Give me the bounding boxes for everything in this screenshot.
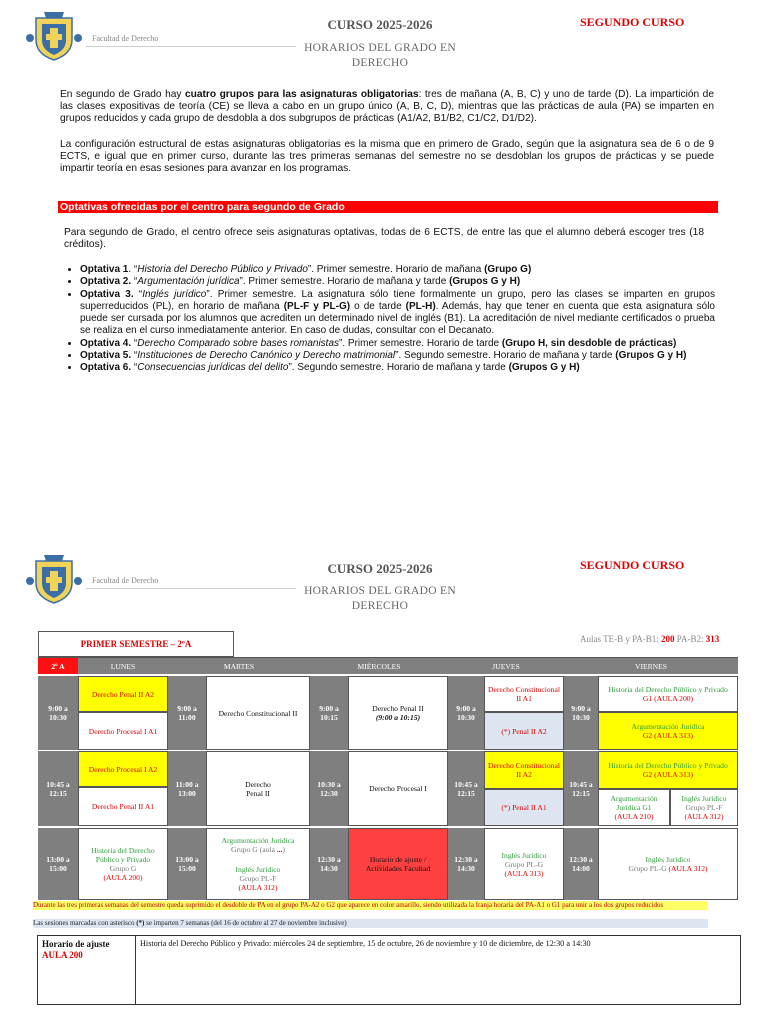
ajuste-text: Historia del Derecho Público y Privado: miércoles 24 de septiembre, 15 de octubre, 26 de noviembre y 10 de diciembre, de 12:30 a 14:30 [140, 939, 591, 948]
time-slot: 9:00 a 10:30 [564, 676, 598, 750]
group-tag: 2º A [38, 658, 78, 674]
class-cell [598, 828, 738, 900]
ajuste-room: AULA 200 [42, 950, 83, 960]
footnote-text: se imparten 7 semanas (del 16 de octubre al 27 de noviembre inclusive) [144, 919, 347, 927]
intro-p1-bold: cuatro grupos para las asignaturas obligatorias [184, 89, 419, 100]
optativa-desc: ”. Segundo semestre. Horario de mañana y tarde [288, 362, 509, 374]
optativa-desc: ”. Primer semestre. Horario de mañana [307, 264, 485, 275]
optativa-quote: . “ [128, 264, 138, 275]
optativas-list [60, 264, 715, 375]
optativa-group: (PL-H) [405, 300, 436, 312]
footnote-asterisk-mark: (*) [136, 919, 145, 927]
class-group [231, 845, 285, 854]
optativa-item [80, 362, 715, 374]
optativa-desc: . Además, hay que tener en cuenta que esta asignatura sólo puede ser cursada por los alumnos que acrediten un determinado nivel de inglés (B1). La acreditación de nivel mediante certificados o prueba se realiza en el curso inmediatamente anterior. En caso de dudas, consultar con el Decanato. [80, 300, 715, 337]
class-cell: Derecho Procesal I A1 [78, 712, 168, 750]
day-header-jueves: JUEVES [448, 658, 564, 674]
optativa-group: (Grupo G) [484, 264, 532, 275]
optativas-section-bar: Optativas ofrecidas por el centro para segundo de Grado [58, 201, 718, 213]
class-cell [348, 676, 448, 750]
class-time-note: (9:00 a 10:15) [375, 713, 421, 722]
optativa-name: Historia del Derecho Público y Privado [137, 264, 308, 275]
class-cell: Derecho Procesal I [348, 751, 448, 826]
class-subcell [236, 865, 281, 892]
course-level-label: SEGUNDO CURSO [580, 15, 685, 29]
class-name: Inglés Jurídico [501, 850, 547, 860]
class-cell [598, 751, 738, 789]
time-slot: 9:00 a 10:30 [38, 676, 78, 750]
class-cell [206, 828, 310, 900]
optativa-quote: “ [131, 362, 138, 374]
footnote-text: Las sesiones marcadas con asterisco [33, 919, 137, 927]
optativa-item [80, 264, 715, 276]
optativa-label: Optativa 5. [80, 350, 132, 362]
class-cell: (*) Penal II A2 [484, 712, 564, 750]
schedule-subtitle [300, 41, 460, 71]
class-cell: Derecho Constitucional II A2 [484, 751, 564, 789]
optativa-group: (Grupo H, sin desdoble de prácticas) [501, 337, 677, 349]
intro-paragraph-2: La configuración estructural de estas asignaturas obligatorias es la misma que en primero de Grado, según que la asignatura sea de 6 o de 9 ECTS, e igual que en primer curso, durante las tres primeras semanas del semestre no se desdoblan los grupos de prácticas y se puede impartir teoría en esas sesiones para avanzar en los programas. [60, 139, 714, 174]
optativa-label: Optativa 2. [80, 276, 132, 288]
class-cell [484, 828, 564, 900]
optativa-name: Consecuencias jurídicas del delito [137, 362, 289, 374]
course-year-title: CURSO 2025-2026 [327, 17, 433, 32]
optativa-name: Instituciones de Derecho Canónico y Derecho matrimonial [137, 350, 396, 362]
class-name: Derecho [245, 779, 271, 789]
optativa-label: Optativa 4. [80, 337, 132, 349]
time-slot: 13:00 a 15:00 [168, 828, 206, 900]
aulas-value: 200 [661, 634, 675, 644]
class-cell [598, 676, 738, 712]
class-room: ... [276, 844, 283, 854]
class-group-text: ) [282, 844, 285, 854]
course-year-title: CURSO 2025-2026 [327, 561, 433, 576]
university-crest-logo [24, 553, 84, 605]
optativa-desc: ”. Primer semestre. Horario de tarde [339, 337, 502, 349]
class-name: Argumentación Jurídica [631, 722, 705, 731]
day-header-miercoles: MIÉRCOLES [310, 658, 448, 674]
class-cell: Derecho Constitucional II A1 [484, 676, 564, 712]
intro-p1-text: En segundo de Grado hay [60, 89, 185, 100]
class-group: Grupo PL-F [239, 874, 277, 884]
time-slot: 9:00 a 10:15 [310, 676, 348, 750]
intro-paragraph-1 [60, 89, 714, 125]
optativa-desc: ”. Primer semestre. La asignatura sólo tiene formalmente un grupo, pero las clases se imparten en grupos superreducidos (PL), en horario de mañana [80, 288, 715, 312]
class-cell: Derecho Constitucional II [206, 676, 310, 750]
class-cell: Horario de ajuste / Actividades Facultad [348, 828, 448, 900]
optativa-quote: “ [131, 350, 138, 362]
optativa-item [80, 350, 715, 362]
ajuste-label-block [42, 939, 110, 961]
optativa-desc: o de tarde [350, 300, 406, 312]
time-slot: 10:45 a 12:15 [448, 751, 484, 826]
class-name: Historia del Derecho Público y Privado [608, 761, 728, 770]
optativa-name: Argumentación jurídica [137, 276, 240, 288]
class-cell: Derecho Penal II A1 [78, 787, 168, 826]
aulas-info [580, 634, 719, 644]
faculty-label: Facultad de Derecho [92, 34, 159, 43]
optativa-group: (Grupos G y H) [615, 350, 687, 362]
optativa-quote: “ [131, 276, 138, 288]
optativa-group: (PL-F y PL-G) [283, 300, 351, 312]
day-header-viernes: VIERNES [564, 658, 738, 674]
class-name: Inglés Jurídico [235, 865, 281, 875]
aulas-label: Aulas TE-B y PA-B1: [580, 634, 662, 644]
optativa-name: Derecho Comparado sobre bases romanistas [137, 337, 340, 349]
class-group: Grupo PL-F [685, 803, 723, 812]
class-cell [670, 789, 738, 826]
class-name: Inglés Jurídico [681, 794, 727, 803]
class-group: Grupo PL-G [504, 859, 544, 869]
class-cell: Derecho Penal II A2 [78, 676, 168, 712]
aulas-label: PA-B2: [674, 634, 706, 644]
class-name: Historia del Derecho Público y Privado [91, 846, 155, 864]
time-slot: 13:00 a 15:00 [38, 828, 78, 900]
time-slot: 9:00 a 11:00 [168, 676, 206, 750]
optativa-item [80, 289, 715, 338]
aulas-value: 313 [705, 634, 720, 644]
class-room: (AULA 210) [614, 812, 654, 821]
class-room: (AULA 200) [103, 873, 143, 882]
class-cell [206, 751, 310, 826]
time-slot: 10:45 a 12:15 [38, 751, 78, 826]
class-name: Derecho Penal II [372, 704, 424, 713]
class-room: G2 (AULA 313) [642, 731, 694, 740]
class-name: Historia del Derecho Público y Privado [608, 685, 728, 694]
optativa-desc: ”. Primer semestre. Horario de mañana y tarde [239, 276, 450, 288]
optativa-desc: ”. Segundo semestre. Horario de mañana y tarde [395, 350, 616, 362]
course-level-label: SEGUNDO CURSO [580, 558, 685, 572]
ajuste-label: Horario de ajuste [42, 939, 110, 949]
time-slot: 10:45 a 12:15 [564, 751, 598, 826]
class-cell [598, 712, 738, 750]
class-cell: (*) Penal II A1 [484, 789, 564, 826]
intro-p1-text-end: : tres de mañana (A, B, C) y uno de tarde (D). La impartición de las clases expositivas de teoría (CE) se lleva a cabo en un grupo único (A, B, C, D), mientras que las prácticas de aula (PA) se imparten en grupos reducidos y cada grupo de desdobla a dos subgrupos de prácticas (A1/A2, B1/B2, C1/C2, D1/D2). [60, 89, 715, 124]
class-room: G2 (AULA 313) [642, 770, 694, 779]
semester-title: PRIMER SEMESTRE – 2ºA [38, 631, 234, 657]
time-slot: 12:30 a 14:30 [448, 828, 484, 900]
schedule-subtitle-line2: DERECHO [351, 600, 409, 612]
time-slot: 12:30 a 14:00 [564, 828, 598, 900]
class-name: Argumentación Jurídica G1 [610, 794, 658, 812]
optativas-list-container [60, 264, 715, 375]
time-slot: 10:30 a 12:30 [310, 751, 348, 826]
optativa-item [80, 338, 715, 350]
optativa-label: Optativa 1 [80, 264, 129, 275]
optativas-intro: Para segundo de Grado, el centro ofrece seis asignaturas optativas, todas de 6 ECTS, de entre las que el alumno deberá escoger tres (18 créditos). [64, 227, 704, 250]
schedule-subtitle [300, 584, 460, 614]
class-name: Penal II [246, 788, 270, 798]
class-cell: Derecho Procesal I A2 [78, 751, 168, 787]
class-cell [78, 828, 168, 900]
schedule-subtitle-line1: HORARIOS DEL GRADO EN [304, 42, 456, 54]
time-slot: 12:30 a 14:30 [310, 828, 348, 900]
time-slot: 9:00 a 10:30 [448, 676, 484, 750]
footnote-asterisk [33, 919, 708, 928]
schedule-subtitle-line2: DERECHO [351, 57, 409, 69]
class-group-text: Grupo G (aula [230, 844, 277, 854]
ajuste-divider [135, 935, 136, 1005]
header-divider [86, 46, 296, 47]
faculty-label: Facultad de Derecho [92, 576, 159, 585]
class-room: (AULA 312) [238, 883, 278, 893]
optativa-label: Optativa 3. [80, 288, 134, 300]
schedule-subtitle-line1: HORARIOS DEL GRADO EN [304, 585, 456, 597]
optativa-item [80, 276, 715, 288]
optativa-name: Inglés jurídico [142, 288, 207, 300]
class-name: Inglés Jurídico [645, 855, 691, 864]
class-room: (AULA 312) [668, 864, 708, 873]
optativa-quote: “ [131, 337, 138, 349]
optativa-group: (Grupos G y H) [508, 362, 580, 374]
class-room: (AULA 313) [504, 868, 544, 878]
optativa-label: Optativa 6. [80, 362, 132, 374]
class-cell [598, 789, 670, 826]
time-slot: 11:00 a 13:00 [168, 751, 206, 826]
footnote-yellow: Durante las tres primeras semanas del semestre queda suprimido el desdoble de PA en el grupo PA-A2 o G2 que aparece en color amarillo, siendo utilizada la franja horaria del PA-A1 o G1 para unir a los dos grupos reducidos [33, 901, 708, 910]
class-group: Grupo G [109, 864, 137, 873]
header-divider [86, 588, 296, 589]
class-room: G1 (AULA 200) [642, 694, 694, 703]
class-group: Grupo PL-G [628, 864, 669, 873]
day-header-martes: MARTES [168, 658, 310, 674]
class-subcell [221, 836, 294, 854]
day-header-lunes: LUNES [78, 658, 168, 674]
university-crest-logo [24, 10, 84, 62]
class-room: (AULA 312) [684, 812, 724, 821]
optativa-quote: “ [133, 288, 143, 300]
class-name: Argumentación Jurídica [221, 835, 295, 845]
optativa-group: (Grupos G y H) [449, 276, 521, 288]
